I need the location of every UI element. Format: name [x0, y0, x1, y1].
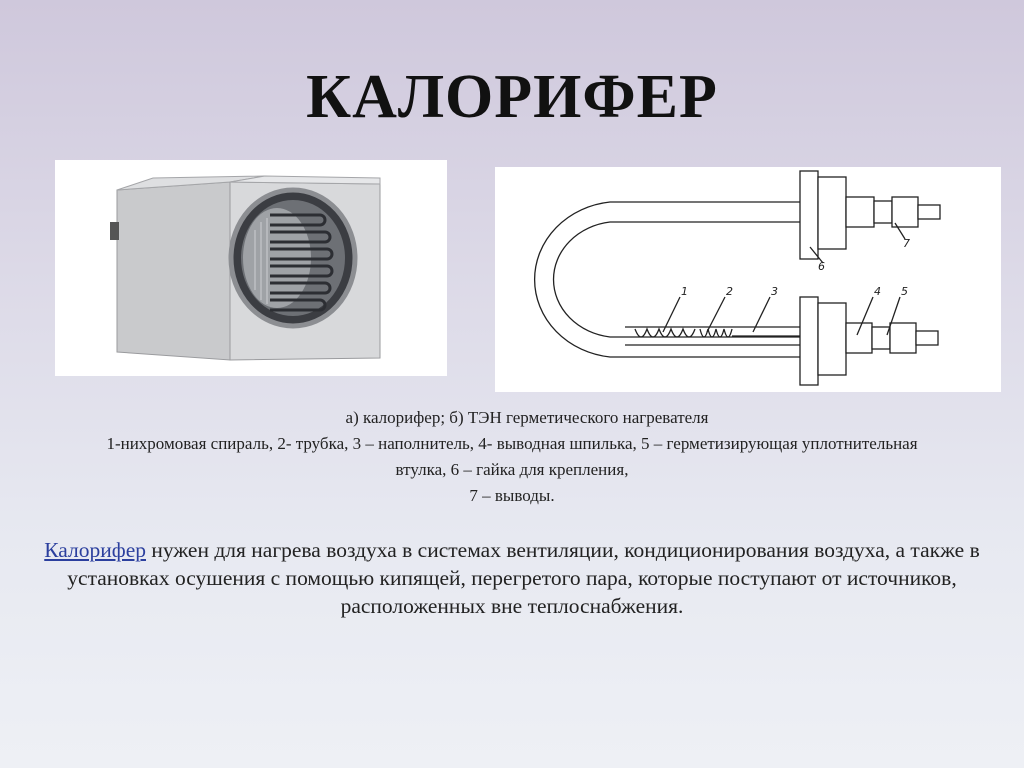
description-text: нужен для нагрева воздуха в системах вентиляции, кондиционирования воздуха, а также в установках осушения с помощью кипящей, перегретого пара, которые поступают от источников, расположенных вне теплоснабжения.	[67, 538, 980, 618]
drawing-label-2: 2	[726, 285, 733, 298]
drawing-label-1: 1	[681, 285, 688, 298]
heater-unit-image	[55, 160, 447, 376]
heater-photo	[55, 160, 447, 376]
caption-line-4: 7 – выводы.	[469, 486, 555, 505]
caption-line-3: втулка, 6 – гайка для крепления,	[395, 460, 629, 479]
slide-title: КАЛОРИФЕР	[306, 63, 718, 131]
drawing-label-5: 5	[901, 285, 908, 298]
caption-line-1: а) калорифер; б) ТЭН герметического нагревателя	[345, 408, 709, 427]
heater-element-drawing	[495, 167, 1001, 392]
drawing-label-6: 6	[818, 260, 825, 273]
caption-line-2: 1-нихромовая спираль, 2- трубка, 3 – наполнитель, 4- выводная шпилька, 5 – герметизирующая уплотнительная	[106, 434, 918, 453]
drawing-label-3: 3	[771, 285, 778, 298]
description-paragraph	[28, 536, 996, 620]
drawing-label-4: 4	[874, 285, 881, 298]
drawing-label-7: 7	[903, 237, 910, 250]
tubular-heater-diagram	[495, 167, 1001, 392]
calorifer-link[interactable]: Калорифер	[44, 538, 146, 562]
figure-caption	[20, 405, 1004, 509]
